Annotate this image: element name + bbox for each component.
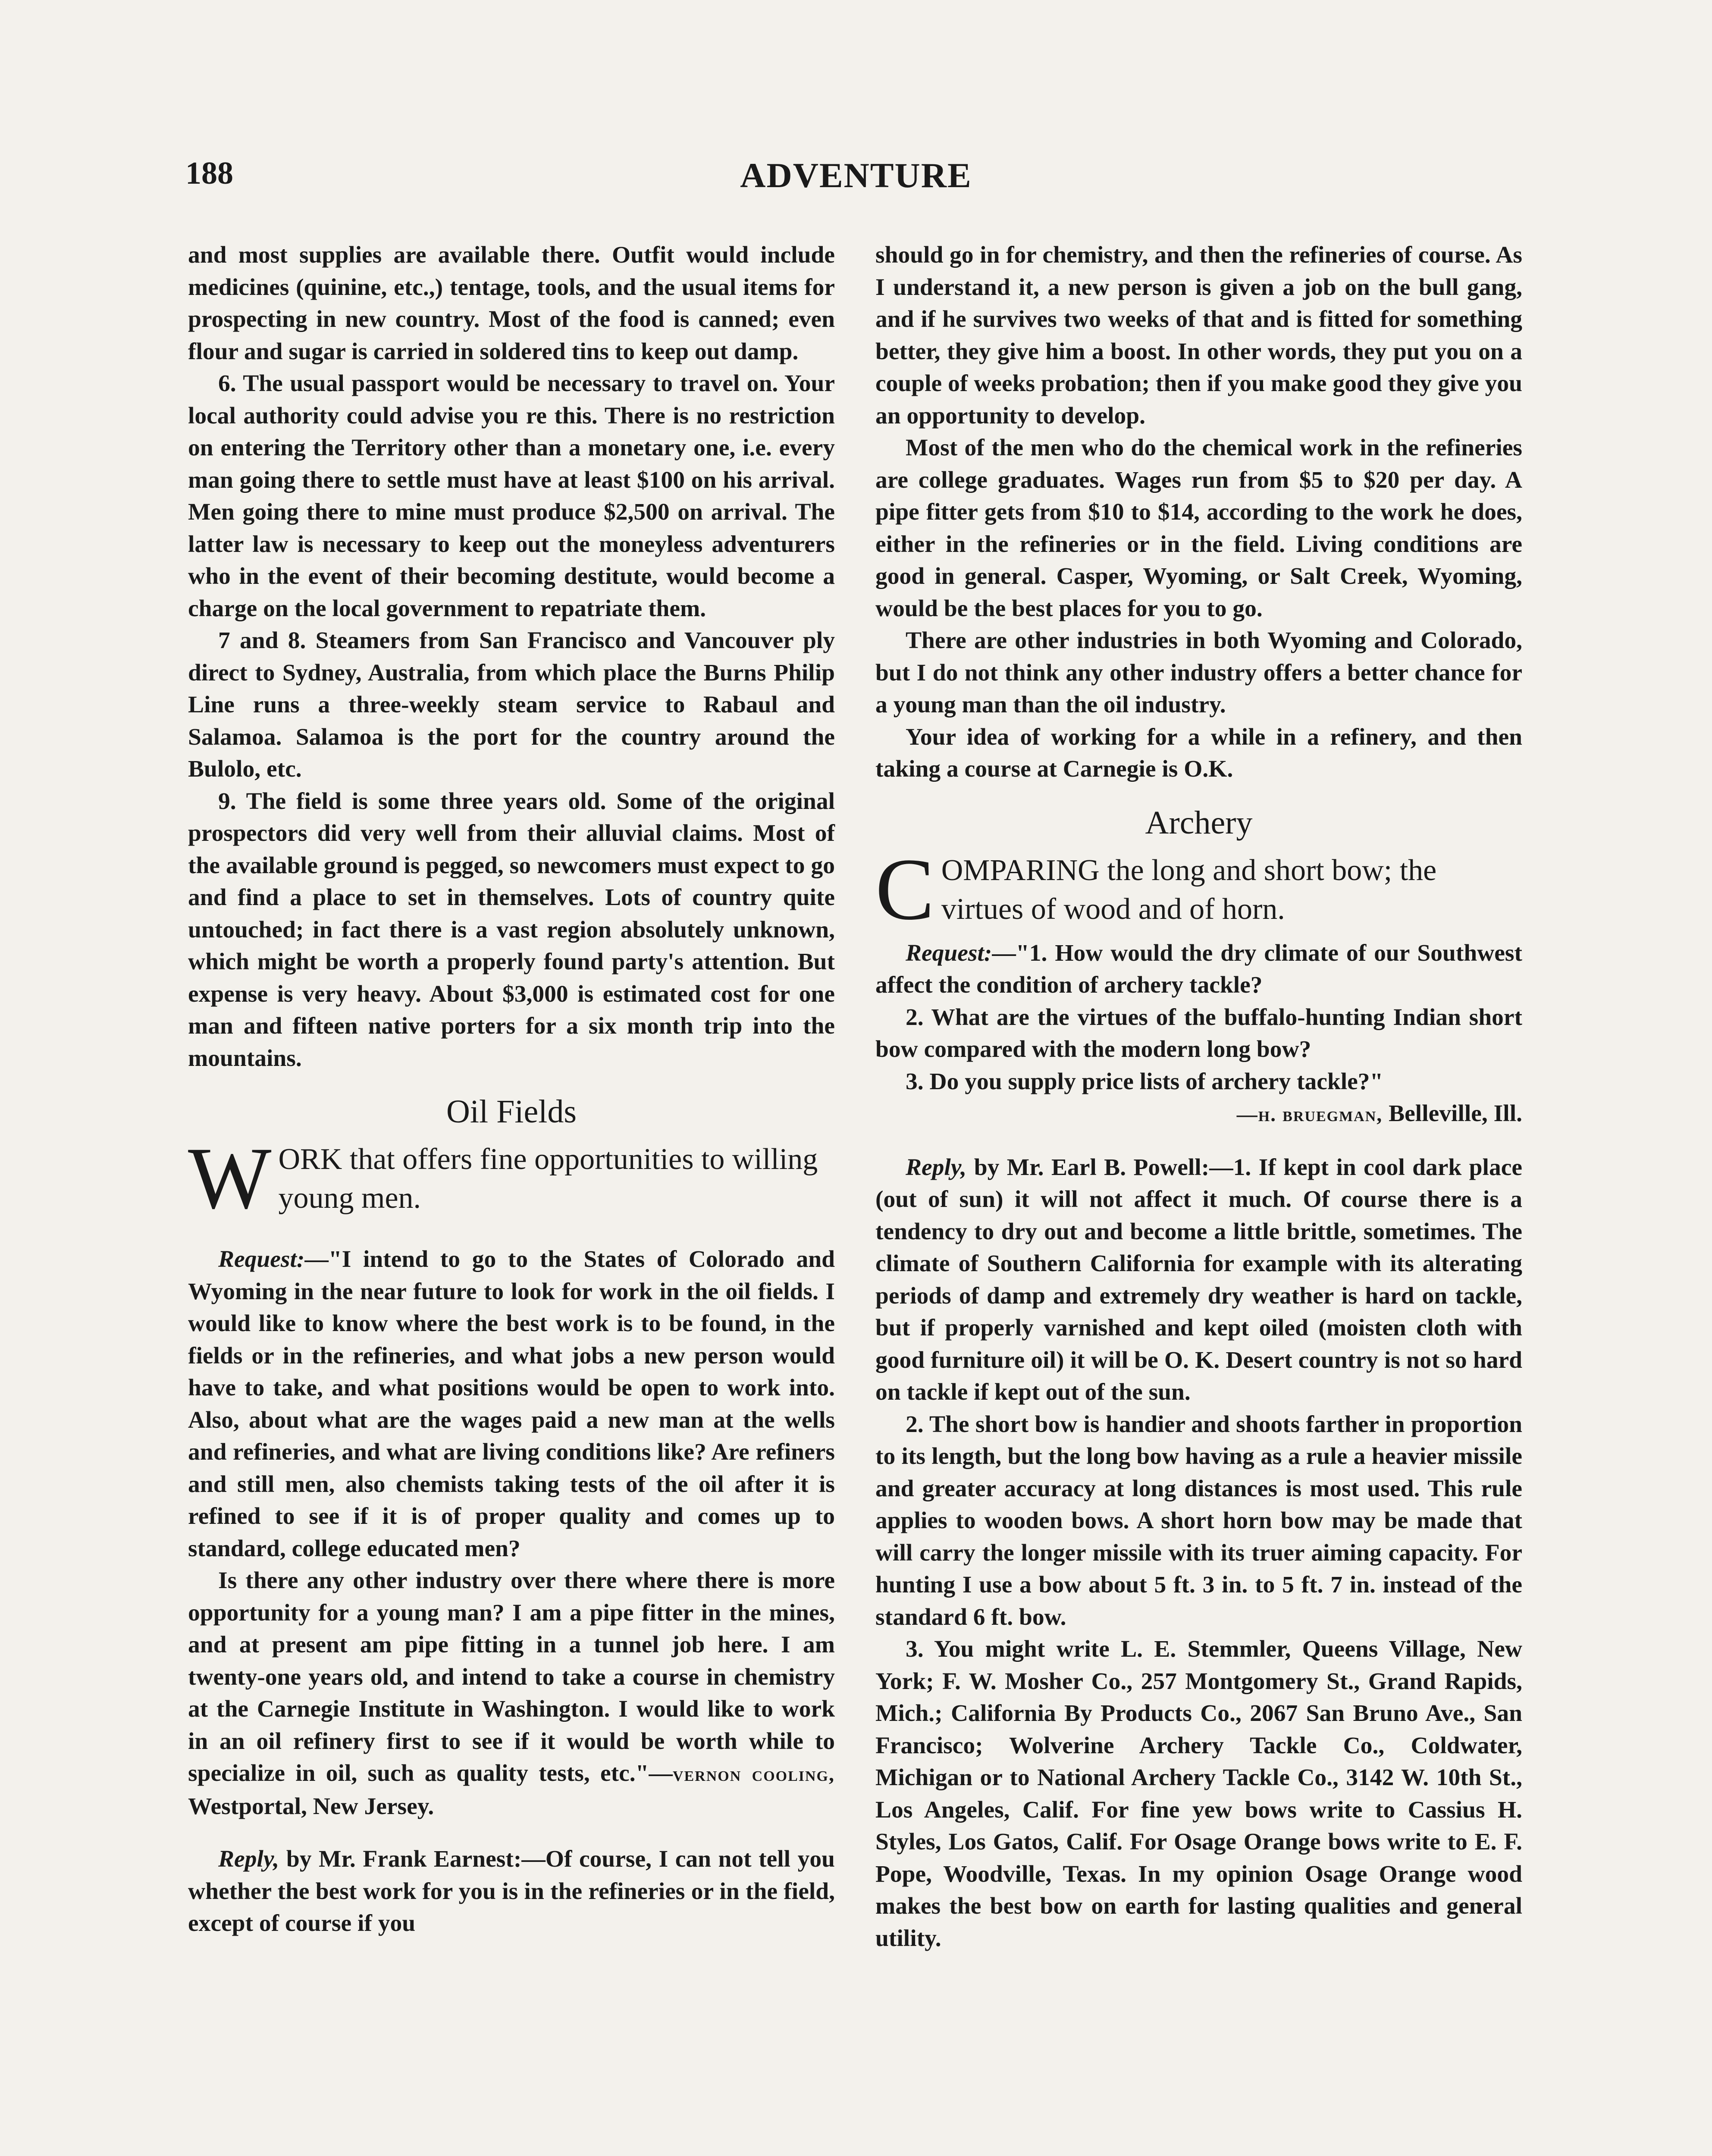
left-column: [188, 239, 835, 1940]
paragraph: There are other industries in both Wyoming and Colorado, but I do not think any other industry offers a better chance for a young man than the oil industry.: [875, 627, 1522, 718]
request-label: Request:: [218, 1246, 305, 1272]
paragraph: and most supplies are available there. Outfit would include medicines (quinine, etc.,) tentage, tools, and the usual items for prospecting in new country. Most of the food is canned; even flour and sugar is carried in soldered tins to keep out damp.: [188, 242, 835, 365]
reply-paragraph: 3. You might write L. E. Stemmler, Queens Village, New York; F. W. Mosher Co., 257 Montgomery St., Grand Rapids, Mich.; California By Products Co., 2067 San Bruno Ave., San Francisco; Wolverine Archery Tackle Co., Coldwater, Michigan or to National Archery Tackle Co., 3142 W. 10th St., Los Angeles, Calif. For fine yew bows write to Cassius H. Styles, Los Gatos, Calif. For Osage Orange bows write to E. F. Pope, Woodville, Texas. In my opinion Osage Orange wood makes the best bow on earth for lasting qualities and general utility.: [875, 1636, 1522, 1952]
page-header: [185, 155, 1527, 203]
subhead-text: OMPARING the long and short bow; the virtues of wood and of horn.: [941, 853, 1437, 926]
reply-paragraph: 2. The short bow is handier and shoots farther in proportion to its length, but the long bow having as a rule a heavier missile and greater accuracy at long distances is most used. This rule applies to wooden bows. A short horn bow may be made that will carry the longer missile with its truer aiming capacity. For hunting I use a bow about 5 ft. 3 in. to 5 ft. 7 in. instead of the standard 6 ft. bow.: [875, 1411, 1522, 1630]
paragraph: 6. The usual passport would be necessary to travel on. Your local authority could advise you re this. There is no restriction on entering the Territory other than a monetary one, i.e. every man going there to settle must have at least $100 on his arrival. Men going there to mine must produce $2,500 on arrival. The latter law is necessary to keep out the moneyless adventurers who in the event of their becoming destitute, would become a charge on the local government to repatriate them.: [188, 370, 835, 622]
signature-name: vernon cooling,: [672, 1763, 835, 1786]
request-text: —"1. How would the dry climate of our Southwest affect the condition of archery tackle?: [875, 940, 1522, 998]
right-column: [875, 239, 1522, 1955]
request-paragraph: [875, 937, 1522, 1002]
request-text: —"I intend to go to the States of Colorado and Wyoming in the near future to look for work in the oil fields. I would like to know where the best work is to be found, in the fields or in the refineries, and what jobs a new person would have to take, and what positions would be open to work into. Also, about what are the wages paid a new man at the wells and refineries, and what are living conditions like? Are refiners and still men, also chemists taking tests of the oil after it is refined to see if it is of proper quality and comes up to standard, college educated men?: [188, 1246, 835, 1562]
request-paragraph: 3. Do you supply price lists of archery tackle?": [906, 1068, 1383, 1095]
reply-text: by Mr. Frank Earnest:—Of course, I can not tell you whether the best work for you is in the refineries or in the field, except of course if you: [188, 1846, 835, 1937]
reply-text: by Mr. Earl B. Powell:—1. If kept in cool dark place (out of sun) it will not affect it much. Of course there is a tendency to dry out and become a little brittle, sometimes. The climate of Southern California for example with its alterating periods of damp and extremely dry weather is hard on tackle, but if properly varnished and kept oiled (moisten cloth with good furniture oil) it will be O. K. Desert country is not so hard on tackle if kept out of the sun.: [875, 1154, 1522, 1405]
paragraph: Most of the men who do the chemical work in the refineries are college graduates. Wages run from $5 to $20 per day. A pipe fitter gets from $10 to $14, according to the work he does, either in the refineries or in the field. Living conditions are good in general. Casper, Wyoming, or Salt Creek, Wyoming, would be the best places for you to go.: [875, 435, 1522, 622]
subhead-text: ORK that offers fine opportunities to willing young men.: [278, 1143, 818, 1215]
signature-place: Belleville, Ill.: [1383, 1100, 1522, 1127]
section-title-oil-fields: Oil Fields: [446, 1094, 577, 1130]
section-title-archery: Archery: [1145, 804, 1253, 841]
paragraph: 9. The field is some three years old. Some of the original prospectors did very well from their alluvial claims. Most of the available ground is pegged, so newcomers must expect to go and find a place to set in themselves. Lots of country quite untouched; in fact there is a vast region absolutely unknown, which might be worth a properly found party's attention. But expense is very heavy. About $3,000 is estimated cost for one man and fifteen native porters for a six month trip into the mountains.: [188, 788, 835, 1072]
section-subhead: [875, 840, 1522, 938]
reply-label: Reply,: [906, 1154, 967, 1181]
paragraph: 7 and 8. Steamers from San Francisco and Vancouver ply direct to Sydney, Australia, from which place the Burns Philip Line runs a three-weekly steam service to Rabaul and Salamoa. Salamoa is the port for the country around the Bulolo, etc.: [188, 627, 835, 782]
reply-paragraph: [875, 1152, 1522, 1409]
paragraph: should go in for chemistry, and then the refineries of course. As I understand it, a new person is given a job on the bull gang, and if he survives two weeks of that and is fitted for something better, they give him a boost. In other words, they put you on a couple of weeks probation; then if you make good they give you an opportunity to develop.: [875, 242, 1522, 429]
reply-paragraph: [188, 1843, 835, 1940]
page-number: 188: [185, 156, 233, 191]
request-text: Is there any other industry over there where there is more opportunity for a young man? I am a pipe fitter in the mines, and at present am pipe fitting in a tunnel job here. I am twenty-one years old, and intend to take a course in chemistry at the Carnegie Institute in Washington. I would like to work in an oil refinery first to see if it would be worth while to specialize in oil, such as quality tests, etc."—: [188, 1567, 835, 1786]
request-paragraph: [188, 1565, 835, 1823]
drop-cap: W: [188, 1129, 272, 1227]
signature-name: —h. bruegman,: [1236, 1103, 1383, 1126]
signature-place: Westportal, New Jersey.: [188, 1793, 434, 1820]
reply-label: Reply,: [218, 1846, 279, 1872]
request-paragraph: [188, 1244, 835, 1565]
magazine-title: ADVENTURE: [740, 156, 972, 195]
signature: [875, 1098, 1522, 1131]
request-paragraph: 2. What are the virtues of the buffalo-hunting Indian short bow compared with the modern long bow?: [875, 1004, 1522, 1062]
request-label: Request:: [906, 940, 992, 966]
paragraph: Your idea of working for a while in a refinery, and then taking a course at Carnegie is O.K.: [875, 724, 1522, 782]
drop-cap: C: [875, 840, 934, 938]
section-subhead: [188, 1129, 835, 1227]
